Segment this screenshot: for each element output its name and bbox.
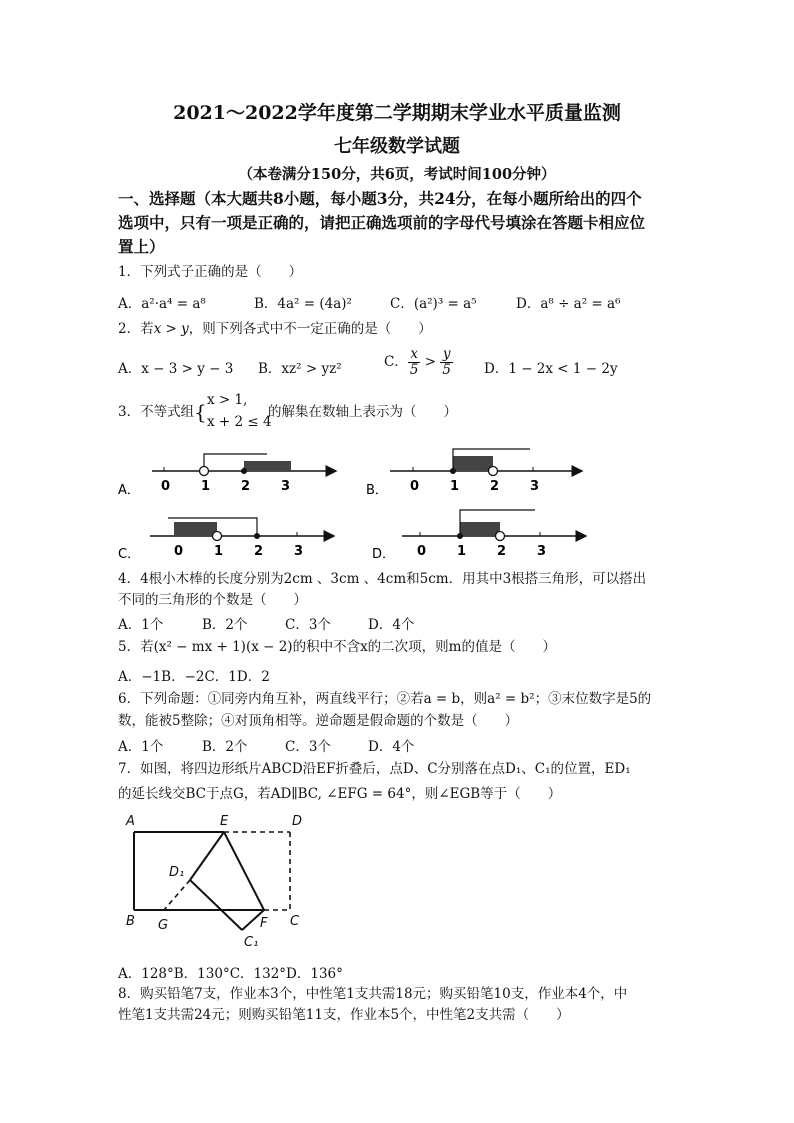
q3-c-tick-2: 2 [254, 544, 264, 559]
q7-label-c: C [290, 914, 300, 929]
q1-option-b: B．4a² = (4a)² [254, 296, 352, 312]
q8-line-1: 8．购买铅笔7支，作业本3个，中性笔1支共需18元；购买铅笔10支，作业本4个，中 [118, 986, 628, 1002]
q3-option-c-number-line [118, 518, 334, 562]
q4-line-2: 不同的三角形的个数是（ ） [118, 592, 307, 608]
q7-label-b: B [126, 914, 135, 929]
q2-c-denominator-2: 5 [442, 362, 451, 378]
q2-option-a: A．x − 3 > y − 3 [118, 361, 234, 377]
q2-stem [118, 320, 432, 338]
q3-label-b: B． [366, 483, 388, 498]
q4-line-1: 4．4根小木棒的长度分别为2cm 、3cm 、4cm和5cm．用其中3根搭三角形，可以搭出 [118, 571, 647, 587]
q3-b-tick-1: 1 [450, 479, 460, 494]
q3-option-a-number-line [118, 454, 336, 498]
q7-fold-figure [118, 808, 328, 956]
q3-inequality-2: x + 2 ≤ 4 [207, 414, 272, 430]
q7-options: A．128°B．130°C．132°D．136° [118, 966, 343, 982]
q4-option-a: A．1个 [118, 617, 164, 633]
q3-a-tick-1: 1 [201, 479, 211, 494]
exam-note: （本卷满分150分，共6页，考试时间100分钟） [238, 166, 556, 183]
q3-c-tick-1: 1 [214, 544, 224, 559]
q1-option-a: A．a²·a⁴ = a⁸ [118, 296, 206, 312]
q7-label-d1: D₁ [169, 865, 185, 880]
q3-b-tick-2: 2 [490, 479, 500, 494]
q7-line-1: 7．如图，将四边形纸片ABCD沿EF折叠后，点D、C分别落在点D₁、C₁的位置，ED₁ [118, 761, 631, 777]
q6-line-1: 6．下列命题：①同旁内角互补，两直线平行；②若a = b，则a² = b²；③末位数字是5的 [118, 691, 652, 707]
q3-a-tick-3: 3 [281, 479, 291, 494]
q2-option-b: B．xz² > yz² [258, 361, 342, 377]
q6-line-2: 数，能被5整除；④对顶角相等。逆命题是假命题的个数是（ ） [118, 713, 519, 729]
q5-stem: 5．若(x² − mx + 1)(x − 2)的积中不含x的二次项，则m的值是（ ） [118, 639, 556, 655]
q6-option-a: A．1个 [118, 739, 164, 755]
q3-c-tick-0: 0 [174, 544, 184, 559]
q3-label-c: C． [118, 547, 141, 562]
q3-inequality-1: x > 1, [207, 392, 248, 408]
q6-option-b: B．2个 [202, 739, 248, 755]
q7-label-c1: C₁ [244, 935, 259, 950]
exam-subtitle: 七年级数学试题 [334, 136, 460, 157]
section-heading-line-3: 置上） [118, 237, 165, 256]
q3-option-b-number-line [366, 449, 582, 498]
q7-line-2: 的延长线交BC于点G，若AD∥BC, ∠EFG = 64°，则∠EGB等于（ ） [118, 786, 562, 802]
q3-label-a: A． [118, 483, 140, 498]
section-heading-line-1: 一、选择题（本大题共8小题，每小题3分，共24分，在每小题所给出的四个 [118, 189, 642, 208]
q3-d-tick-1: 1 [457, 544, 467, 559]
q2-option-c [384, 347, 453, 378]
q3-stem-pre: 3．不等式组 [118, 404, 195, 420]
q3-a-tick-2: 2 [241, 479, 251, 494]
q3-b-tick-0: 0 [410, 479, 420, 494]
section-heading-line-2: 选项中，只有一项是正确的，请把正确选项前的字母代号填涂在答题卡相应位 [118, 213, 646, 232]
exam-title: 2021～2022学年度第二学期期末学业水平质量监测 [173, 102, 621, 124]
q5-options: A．−1B．−2C．1D．2 [118, 669, 270, 685]
q1-option-d: D．a⁸ ÷ a² = a⁶ [516, 296, 621, 312]
q4-option-c: C．3个 [285, 617, 331, 633]
q3-label-d: D． [372, 547, 396, 562]
q2-c-denominator-1: 5 [409, 362, 419, 378]
q7-label-e: E [220, 814, 229, 829]
q4-option-b: B．2个 [202, 617, 248, 633]
q2-stem-math: x > y [153, 321, 189, 337]
q2-c-numerator-x: x [408, 347, 421, 363]
q3-b-tick-3: 3 [530, 479, 540, 494]
q3-d-tick-2: 2 [497, 544, 507, 559]
q3-stem-post: 的解集在数轴上表示为（ ） [268, 404, 457, 420]
q6-option-c: C．3个 [285, 739, 331, 755]
q7-label-d: D [292, 814, 303, 829]
q3-brace: { [194, 400, 207, 424]
q1-stem: 1．下列式子正确的是（ ） [118, 264, 303, 280]
q2-c-numerator-y: y [440, 347, 453, 363]
q2-c-gt: > [424, 354, 437, 370]
q2-stem-pre: 2．若 [118, 321, 154, 337]
q3-d-tick-3: 3 [537, 544, 547, 559]
q1-option-c: C．(a²)³ = a⁵ [390, 296, 477, 312]
q7-label-g: G [158, 918, 169, 933]
q3-c-tick-3: 3 [294, 544, 304, 559]
q2-option-d: D．1 − 2x < 1 − 2y [484, 361, 618, 377]
q7-label-a: A [126, 814, 135, 829]
q2-option-c-label: C． [384, 354, 408, 370]
q6-option-d: D．4个 [368, 739, 415, 755]
q3-number-line-figures [110, 446, 710, 564]
q2-stem-post: ，则下列各式中不一定正确的是（ ） [188, 321, 432, 337]
q3-d-tick-0: 0 [417, 544, 427, 559]
q3-option-d-number-line [372, 510, 586, 562]
q8-line-2: 性笔1支共需24元；则购买铅笔11支，作业本5个，中性笔2支共需（ ） [118, 1007, 570, 1023]
q3-a-tick-0: 0 [161, 479, 171, 494]
q4-option-d: D．4个 [368, 617, 415, 633]
q7-label-f: F [260, 916, 268, 931]
